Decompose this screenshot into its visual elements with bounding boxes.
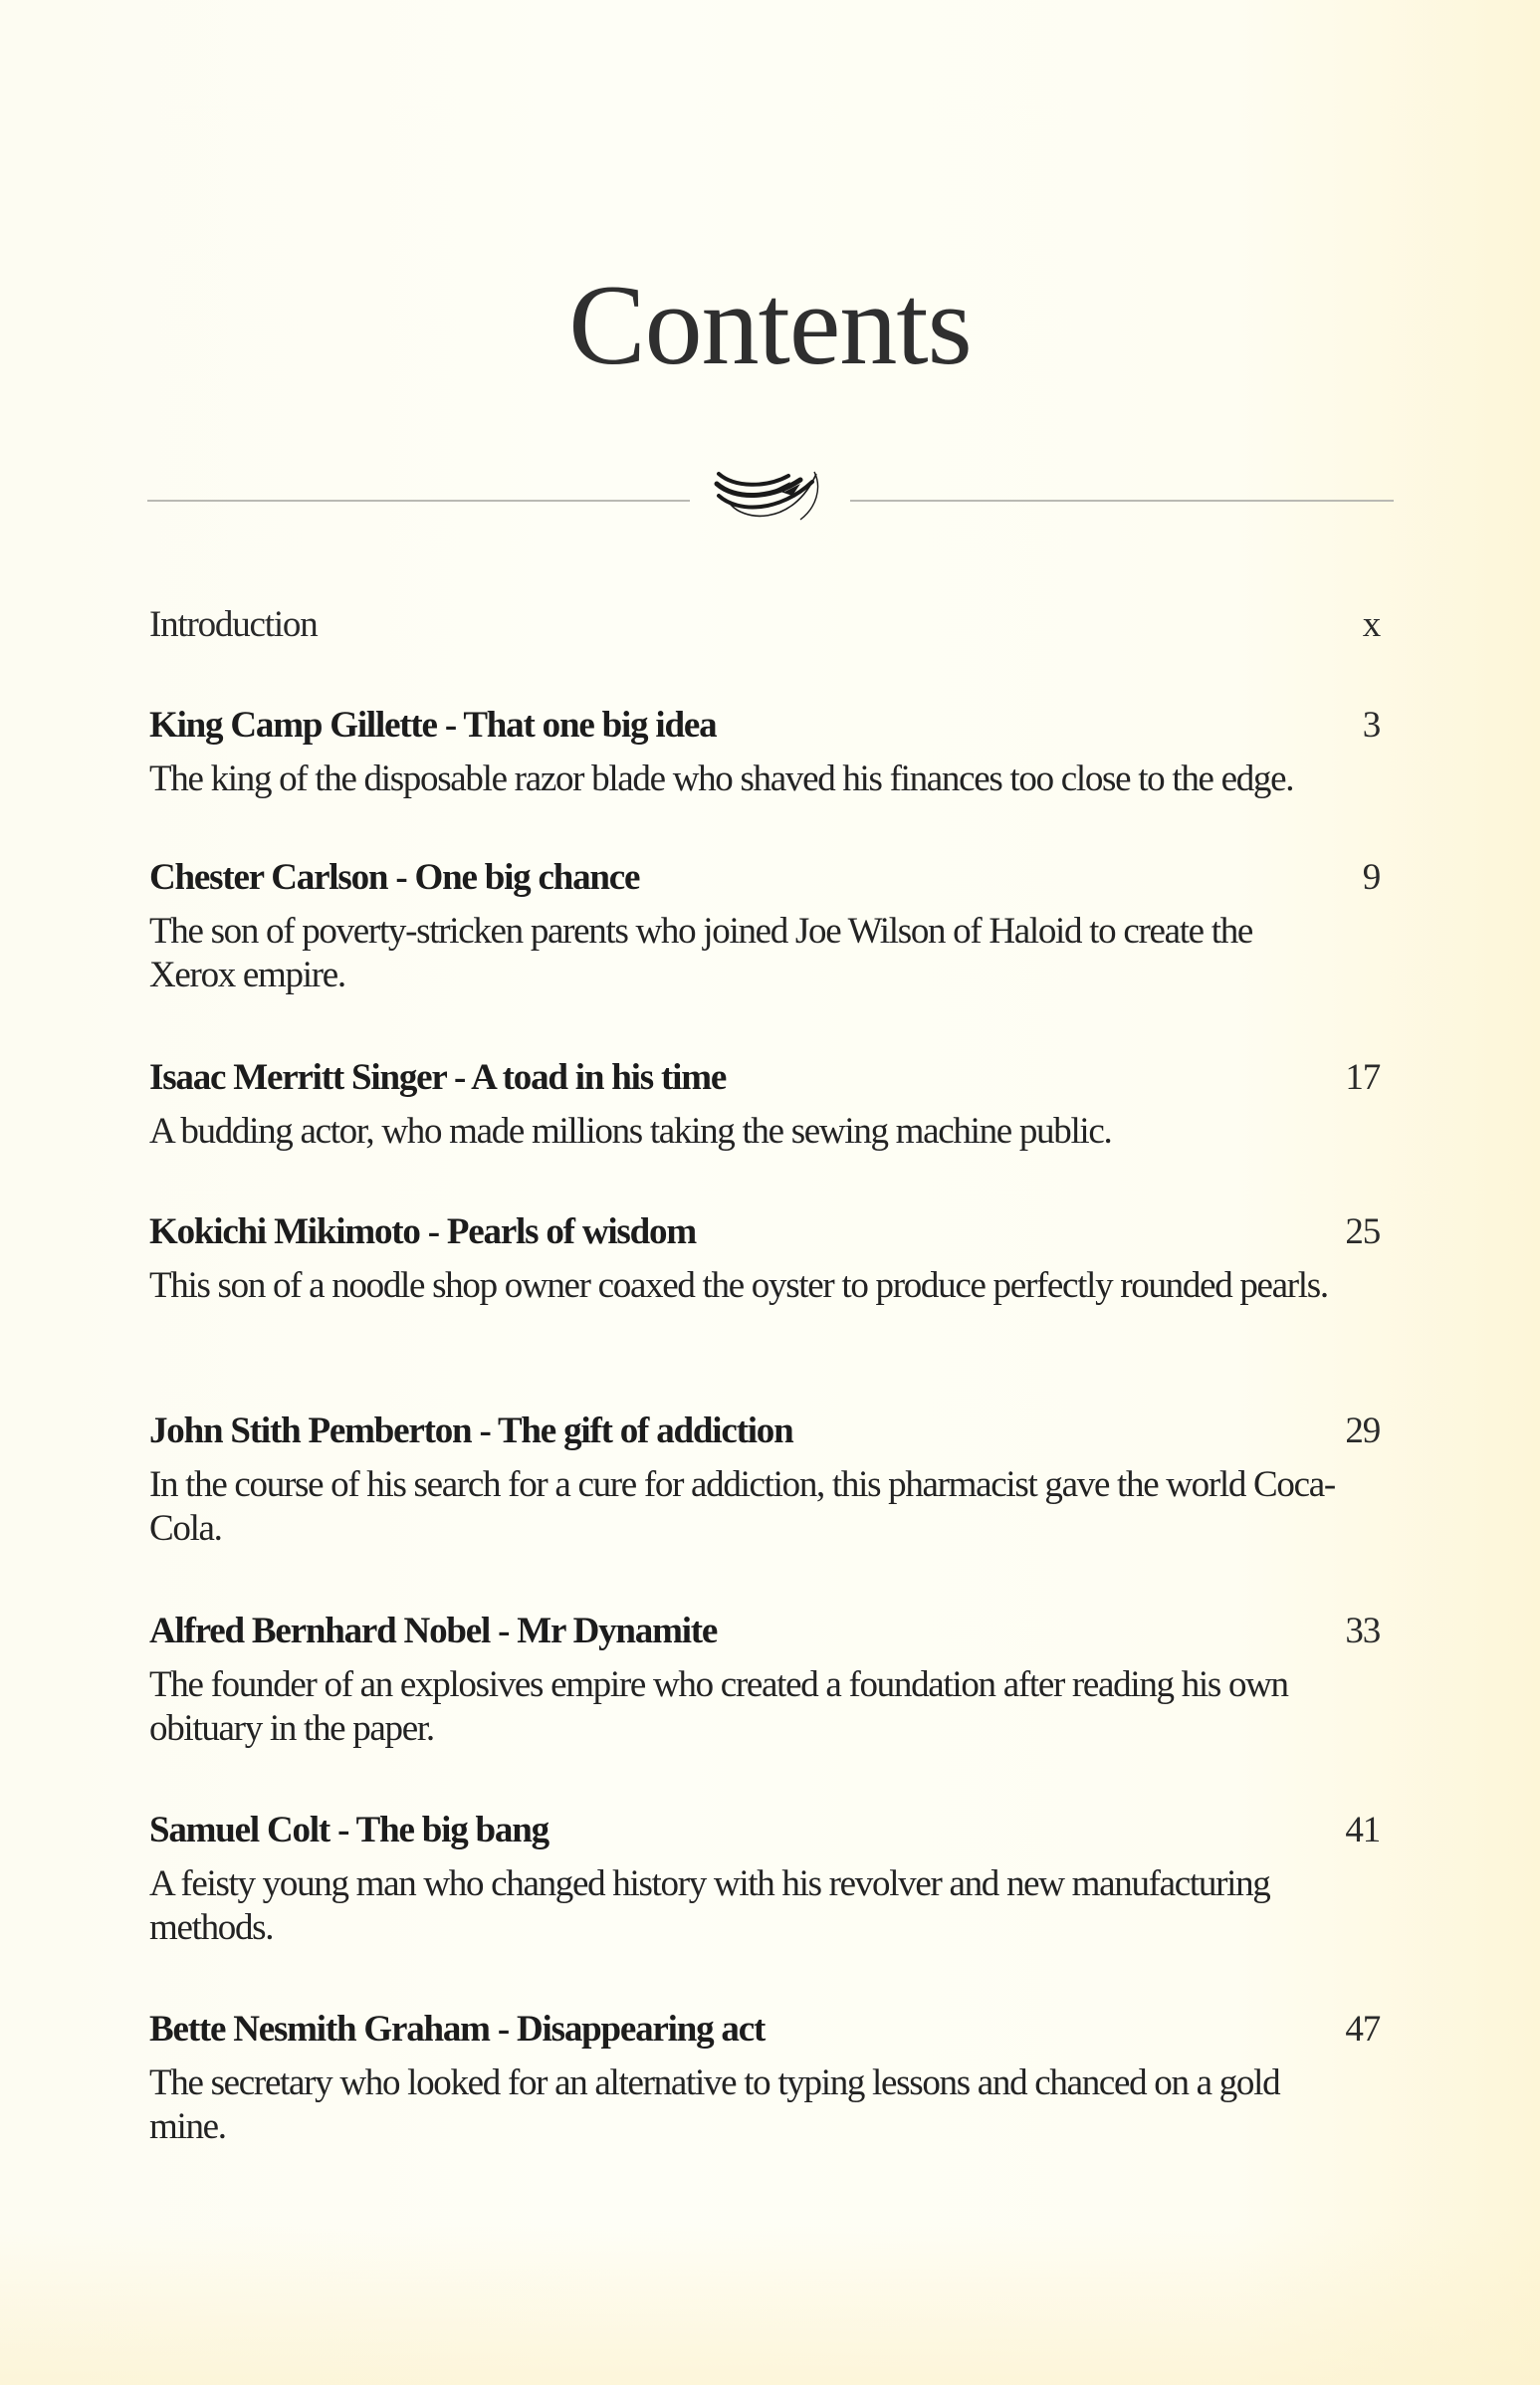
entry-description: This son of a noodle shop owner coaxed the oyster to produce perfectly rounded pearls. [149,1265,1328,1306]
entry-description: The founder of an explosives empire who created a foundation after reading his own obituary in the paper. [149,1664,1288,1749]
entry-description: A budding actor, who made millions taking the sewing machine public. [149,1111,1112,1152]
entry-page-number: 29 [1345,1410,1380,1451]
entry-title: John Stith Pemberton - The gift of addiction [149,1410,793,1451]
entry-description: A feisty young man who changed history with his revolver and new manufacturing methods. [149,1863,1270,1948]
ornamental-divider [147,468,1394,528]
entry-description: The secretary who looked for an alternative to typing lessons and chanced on a gold mine. [149,2062,1280,2147]
entry-title: King Camp Gillette - That one big idea [149,705,717,746]
entry-page-number: 47 [1345,2009,1380,2050]
entry-description: The son of poverty-stricken parents who joined Joe Wilson of Haloid to create the Xerox empire. [149,911,1253,995]
divider-rule-right [850,500,1394,502]
entry-title: Alfred Bernhard Nobel - Mr Dynamite [149,1611,718,1651]
entry-title: Bette Nesmith Graham - Disappearing act [149,2009,766,2050]
entry-title: Chester Carlson - One big chance [149,857,640,898]
entry-page-number: 25 [1345,1211,1380,1252]
toc-entry [149,597,1380,653]
page-title: Contents [568,262,972,389]
toc-entry [149,1604,1380,1751]
toc-entry [149,850,1380,997]
toc-entry [149,1204,1380,1308]
entry-description: In the course of his search for a cure for addiction, this pharmacist gave the world Coca-Cola. [149,1464,1335,1549]
divider-rule-left [147,500,690,502]
entry-page-number: 3 [1362,705,1380,746]
entry-title: Kokichi Mikimoto - Pearls of wisdom [149,1211,696,1252]
entry-page-number: 9 [1362,857,1380,898]
entry-page-number: 41 [1345,1810,1380,1850]
entry-title: Introduction [149,604,318,645]
paper-edge-tint [0,2226,1540,2385]
toc-entry [149,698,1380,801]
flourish-ornament-icon [705,468,836,528]
entry-page-number: x [1362,604,1380,645]
toc-entry [149,1803,1380,1950]
entry-page-number: 33 [1345,1611,1380,1651]
toc-entry [149,1404,1380,1551]
entry-title: Isaac Merritt Singer - A toad in his time [149,1057,727,1098]
toc-entry [149,1050,1380,1154]
entry-page-number: 17 [1345,1057,1380,1098]
toc-entry [149,2002,1380,2149]
entry-description: The king of the disposable razor blade who shaved his finances too close to the edge. [149,759,1294,799]
entry-title: Samuel Colt - The big bang [149,1810,549,1850]
